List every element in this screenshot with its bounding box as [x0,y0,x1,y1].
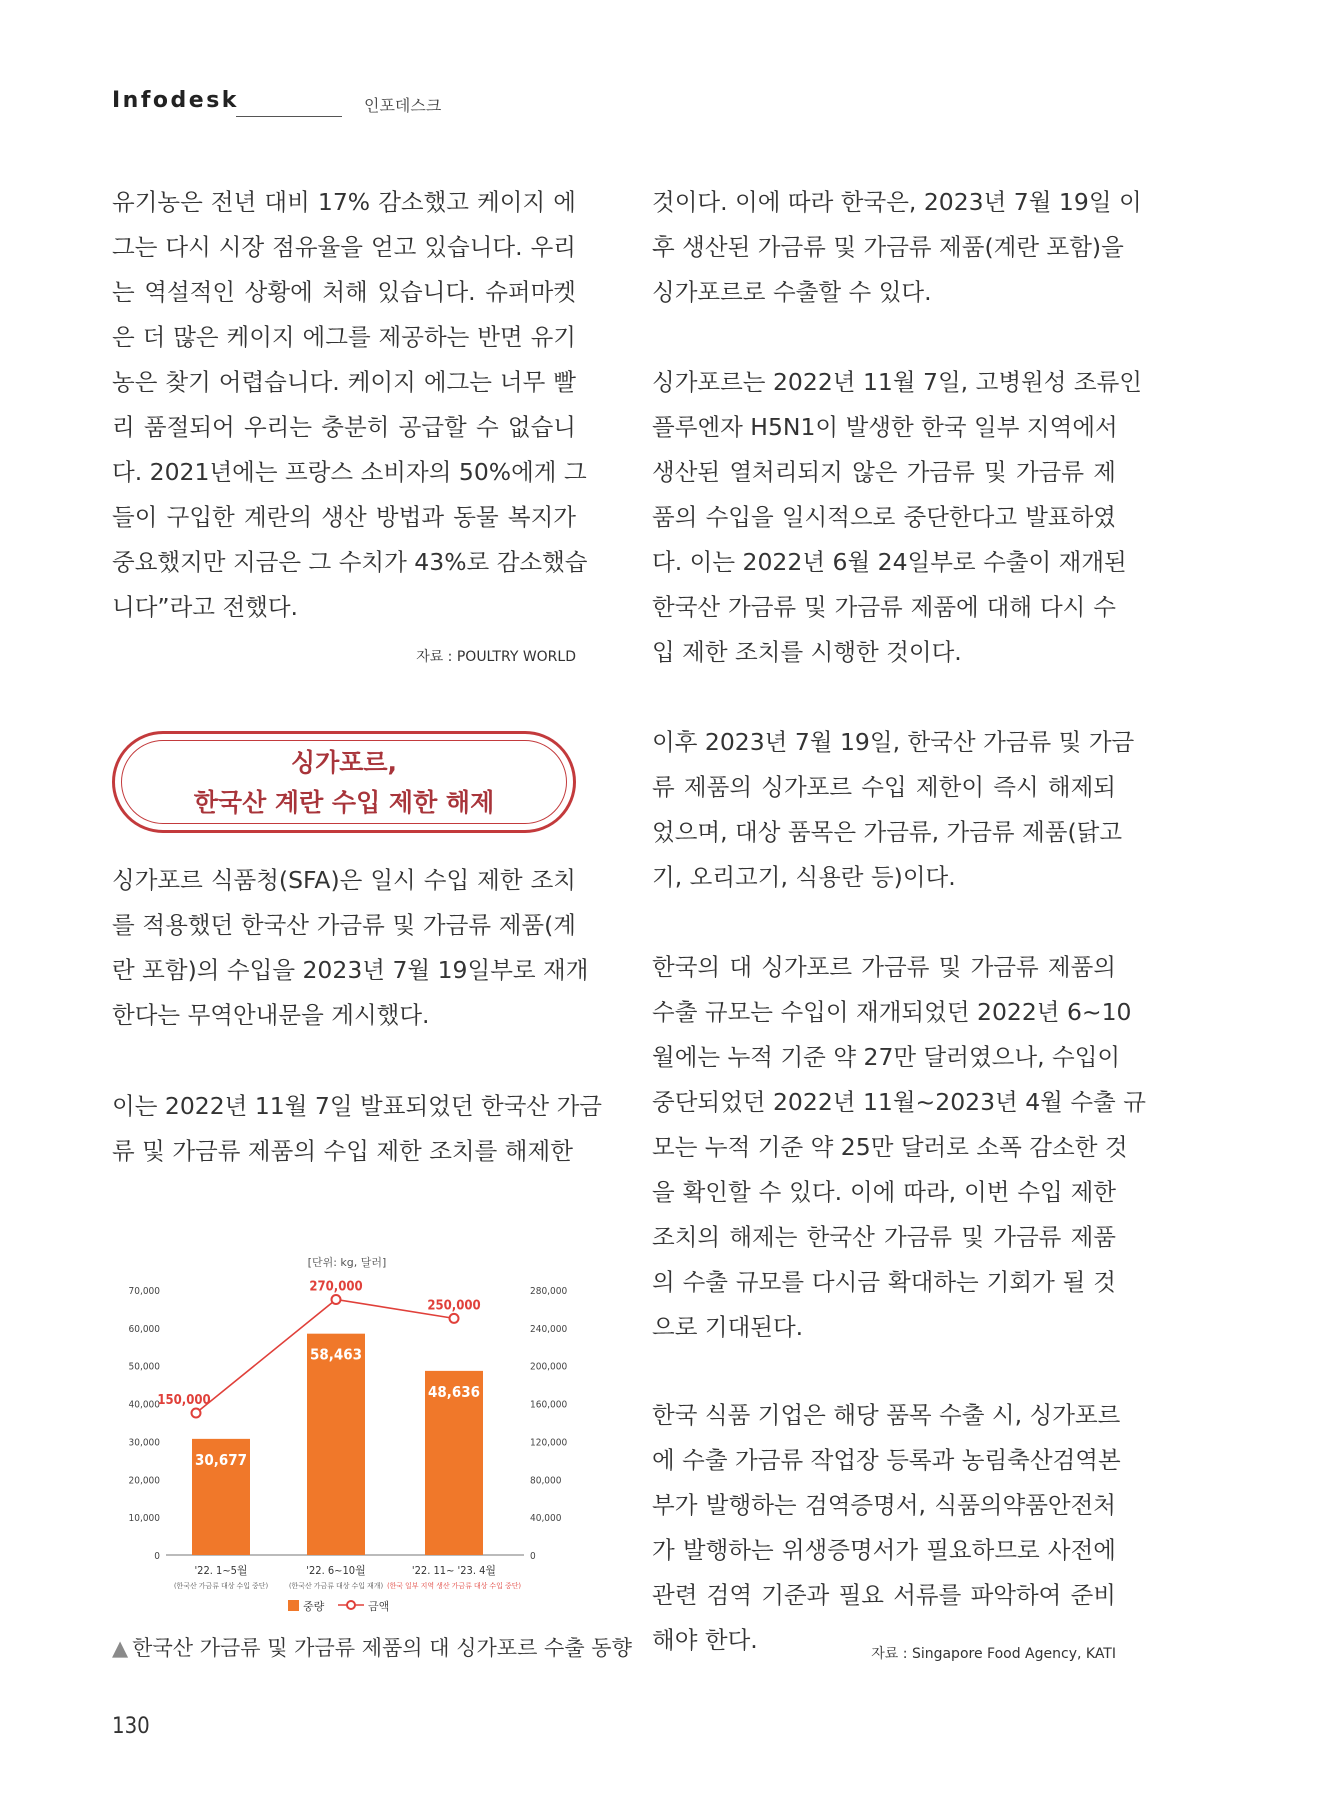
header-brand: Infodesk [112,88,239,113]
right-axis-tick-label: 0 [530,1551,536,1562]
category-note: (한국산 가금류 대상 수입 중단) [173,1582,269,1590]
text-line: 입 제한 조치를 시행한 것이다. [652,638,962,666]
text-line: 싱가포르 식품청(SFA)은 일시 수입 제한 조치 [112,866,576,894]
text-line: 플루엔자 H5N1이 발생한 한국 일부 지역에서 [652,413,1118,441]
text-line: 중요했지만 지금은 그 수치가 43%로 감소했습 [112,548,588,576]
text-line: 후 생산된 가금류 및 가금류 제품(계란 포함)을 [652,233,1124,261]
left-axis-tick-label: 70,000 [128,1286,160,1297]
chart-svg [112,1248,586,1618]
left-axis-tick-label: 30,000 [128,1437,160,1449]
text-line: 한국산 가금류 및 가금류 제품에 대해 다시 수 [652,593,1116,621]
right-axis-tick-label: 120,000 [530,1437,568,1449]
text-line: 관련 검역 기준과 필요 서류를 파악하여 준비 [652,1581,1116,1609]
category-label: '22. 11~ '23. 4월 [411,1564,497,1577]
triangle-icon: ▲ [112,1636,129,1660]
right-axis-tick-label: 160,000 [530,1399,568,1411]
text-line: 싱가포르는 2022년 11월 7일, 고병원성 조류인 [652,368,1142,396]
bar-value-label: 48,636 [427,1382,481,1401]
chart-unit-label: [단위: kg, 달러] [307,1256,387,1269]
text-line: 수출 규모는 수입이 재개되었던 2022년 6~10 [652,998,1132,1026]
left-axis-tick-label: 40,000 [128,1399,160,1411]
legend-label-amount: 금액 [368,1600,390,1613]
chart-caption [112,1632,632,1662]
legend-marker-amount [347,1601,355,1609]
line-point-amount [332,1295,341,1304]
category-label: '22. 6~10월 [306,1564,366,1577]
section-heading-box [112,731,576,833]
export-trend-chart [112,1248,586,1618]
right-axis-tick-label: 80,000 [530,1475,562,1487]
text-line: 생산된 열처리되지 않은 가금류 및 가금류 제 [652,458,1116,486]
header-subtitle: 인포데스크 [364,96,442,115]
text-line: 는 역설적인 상황에 처해 있습니다. 슈퍼마켓 [112,278,576,306]
category-note: (한국 일부 지역 생산 가금류 대상 수입 중단) [387,1582,521,1590]
section-title-line-1: 싱가포르, [290,748,398,777]
text-line: 싱가포르로 수출할 수 있다. [652,278,932,306]
text-line: 류 및 가금류 제품의 수입 제한 조치를 해제한 [112,1137,573,1165]
bar-value-label: 30,677 [194,1450,248,1469]
source-sfa-kati: 자료 : Singapore Food Agency, KATI [871,1646,1116,1662]
right-para-4 [652,945,1146,1350]
right-para-1 [652,180,1142,315]
text-line: 이후 2023년 7월 19일, 한국산 가금류 및 가금 [652,728,1135,756]
category-label: '22. 1~5월 [194,1564,248,1577]
chart-caption-text: 한국산 가금류 및 가금류 제품의 대 싱가포르 수출 동향 [132,1636,632,1660]
left-para-1 [112,180,588,630]
text-line: 니다”라고 전했다. [112,593,299,621]
text-line: 류 제품의 싱가포르 수입 제한이 즉시 해제되 [652,773,1116,801]
legend-swatch-weight [288,1600,299,1611]
right-para-3 [652,720,1135,900]
text-line: 의 수출 규모를 다시금 확대하는 기회가 될 것 [652,1268,1116,1296]
text-line: 리 품절되어 우리는 충분히 공급할 수 없습니 [112,413,576,441]
text-line: 들이 구입한 계란의 생산 방법과 동물 복지가 [112,503,576,531]
text-line: 조치의 해제는 한국산 가금류 및 가금류 제품 [652,1223,1116,1251]
text-line: 에 수출 가금류 작업장 등록과 농림축산검역본 [652,1446,1121,1474]
text-line: 품의 수입을 일시적으로 중단한다고 발표하였 [652,503,1116,531]
text-line: 그는 다시 시장 점유율을 얻고 있습니다. 우리 [112,233,576,261]
text-line: 란 포함)의 수입을 2023년 7월 19일부로 재개 [112,956,589,984]
text-line: 은 더 많은 케이지 에그를 제공하는 반면 유기 [112,323,576,351]
text-line: 것이다. 이에 따라 한국은, 2023년 7월 19일 이 [652,188,1142,216]
legend-label-weight: 중량 [303,1600,325,1613]
left-axis-tick-label: 20,000 [128,1475,160,1487]
text-line: 다. 이는 2022년 6월 24일부로 수출이 재개된 [652,548,1127,576]
text-line: 한다는 무역안내문을 게시했다. [112,1001,430,1029]
text-line: 을 확인할 수 있다. 이에 따라, 이번 수입 제한 [652,1178,1116,1206]
line-value-label: 250,000 [427,1298,481,1314]
text-line: 부가 발행하는 검역증명서, 식품의약품안전처 [652,1491,1116,1519]
line-value-label: 270,000 [309,1279,363,1295]
left-para-3 [112,1084,602,1174]
bar-value-label: 58,463 [309,1345,363,1364]
text-line: 유기농은 전년 대비 17% 감소했고 케이지 에 [112,188,576,216]
text-line: 한국의 대 싱가포르 가금류 및 가금류 제품의 [652,953,1116,981]
right-axis-tick-label: 40,000 [530,1513,562,1525]
text-line: 해야 한다. [652,1626,758,1654]
right-para-5 [652,1393,1121,1663]
right-para-2 [652,360,1142,675]
text-line: 으로 기대된다. [652,1313,804,1341]
left-para-2 [112,858,589,1038]
text-line: 기, 오리고기, 식용란 등)이다. [652,863,956,891]
text-line: 농은 찾기 어렵습니다. 케이지 에그는 너무 빨 [112,368,576,396]
text-line: 다. 2021년에는 프랑스 소비자의 50%에게 그 [112,458,587,486]
text-line: 를 적용했던 한국산 가금류 및 가금류 제품(계 [112,911,576,939]
text-line: 중단되었던 2022년 11월~2023년 4월 수출 규 [652,1088,1146,1116]
header-rule [236,116,342,117]
text-line: 월에는 누적 기준 약 27만 달러였으나, 수입이 [652,1043,1121,1071]
text-line: 가 발행하는 위생증명서가 필요하므로 사전에 [652,1536,1116,1564]
left-axis-tick-label: 10,000 [128,1513,160,1525]
category-note: (한국산 가금류 대상 수입 재개) [288,1582,384,1590]
bar-weight [307,1334,365,1555]
left-axis-tick-label: 0 [154,1551,160,1562]
left-axis-tick-label: 50,000 [128,1361,160,1373]
line-point-amount [450,1314,459,1323]
line-value-label: 150,000 [157,1393,211,1409]
page-number: 130 [112,1714,150,1739]
source-poultry-world: 자료 : POULTRY WORLD [416,649,576,665]
right-axis-tick-label: 280,000 [530,1286,568,1297]
left-axis-tick-label: 60,000 [128,1323,160,1335]
text-line: 모는 누적 기준 약 25만 달러로 소폭 감소한 것 [652,1133,1128,1161]
text-line: 었으며, 대상 품목은 가금류, 가금류 제품(닭고 [652,818,1123,846]
section-title-line-2: 한국산 계란 수입 제한 해제 [193,788,495,817]
right-axis-tick-label: 240,000 [530,1323,568,1335]
text-line: 한국 식품 기업은 해당 품목 수출 시, 싱가포르 [652,1401,1121,1429]
text-line: 이는 2022년 11월 7일 발표되었던 한국산 가금 [112,1092,602,1120]
right-axis-tick-label: 200,000 [530,1361,568,1373]
line-point-amount [192,1409,201,1418]
